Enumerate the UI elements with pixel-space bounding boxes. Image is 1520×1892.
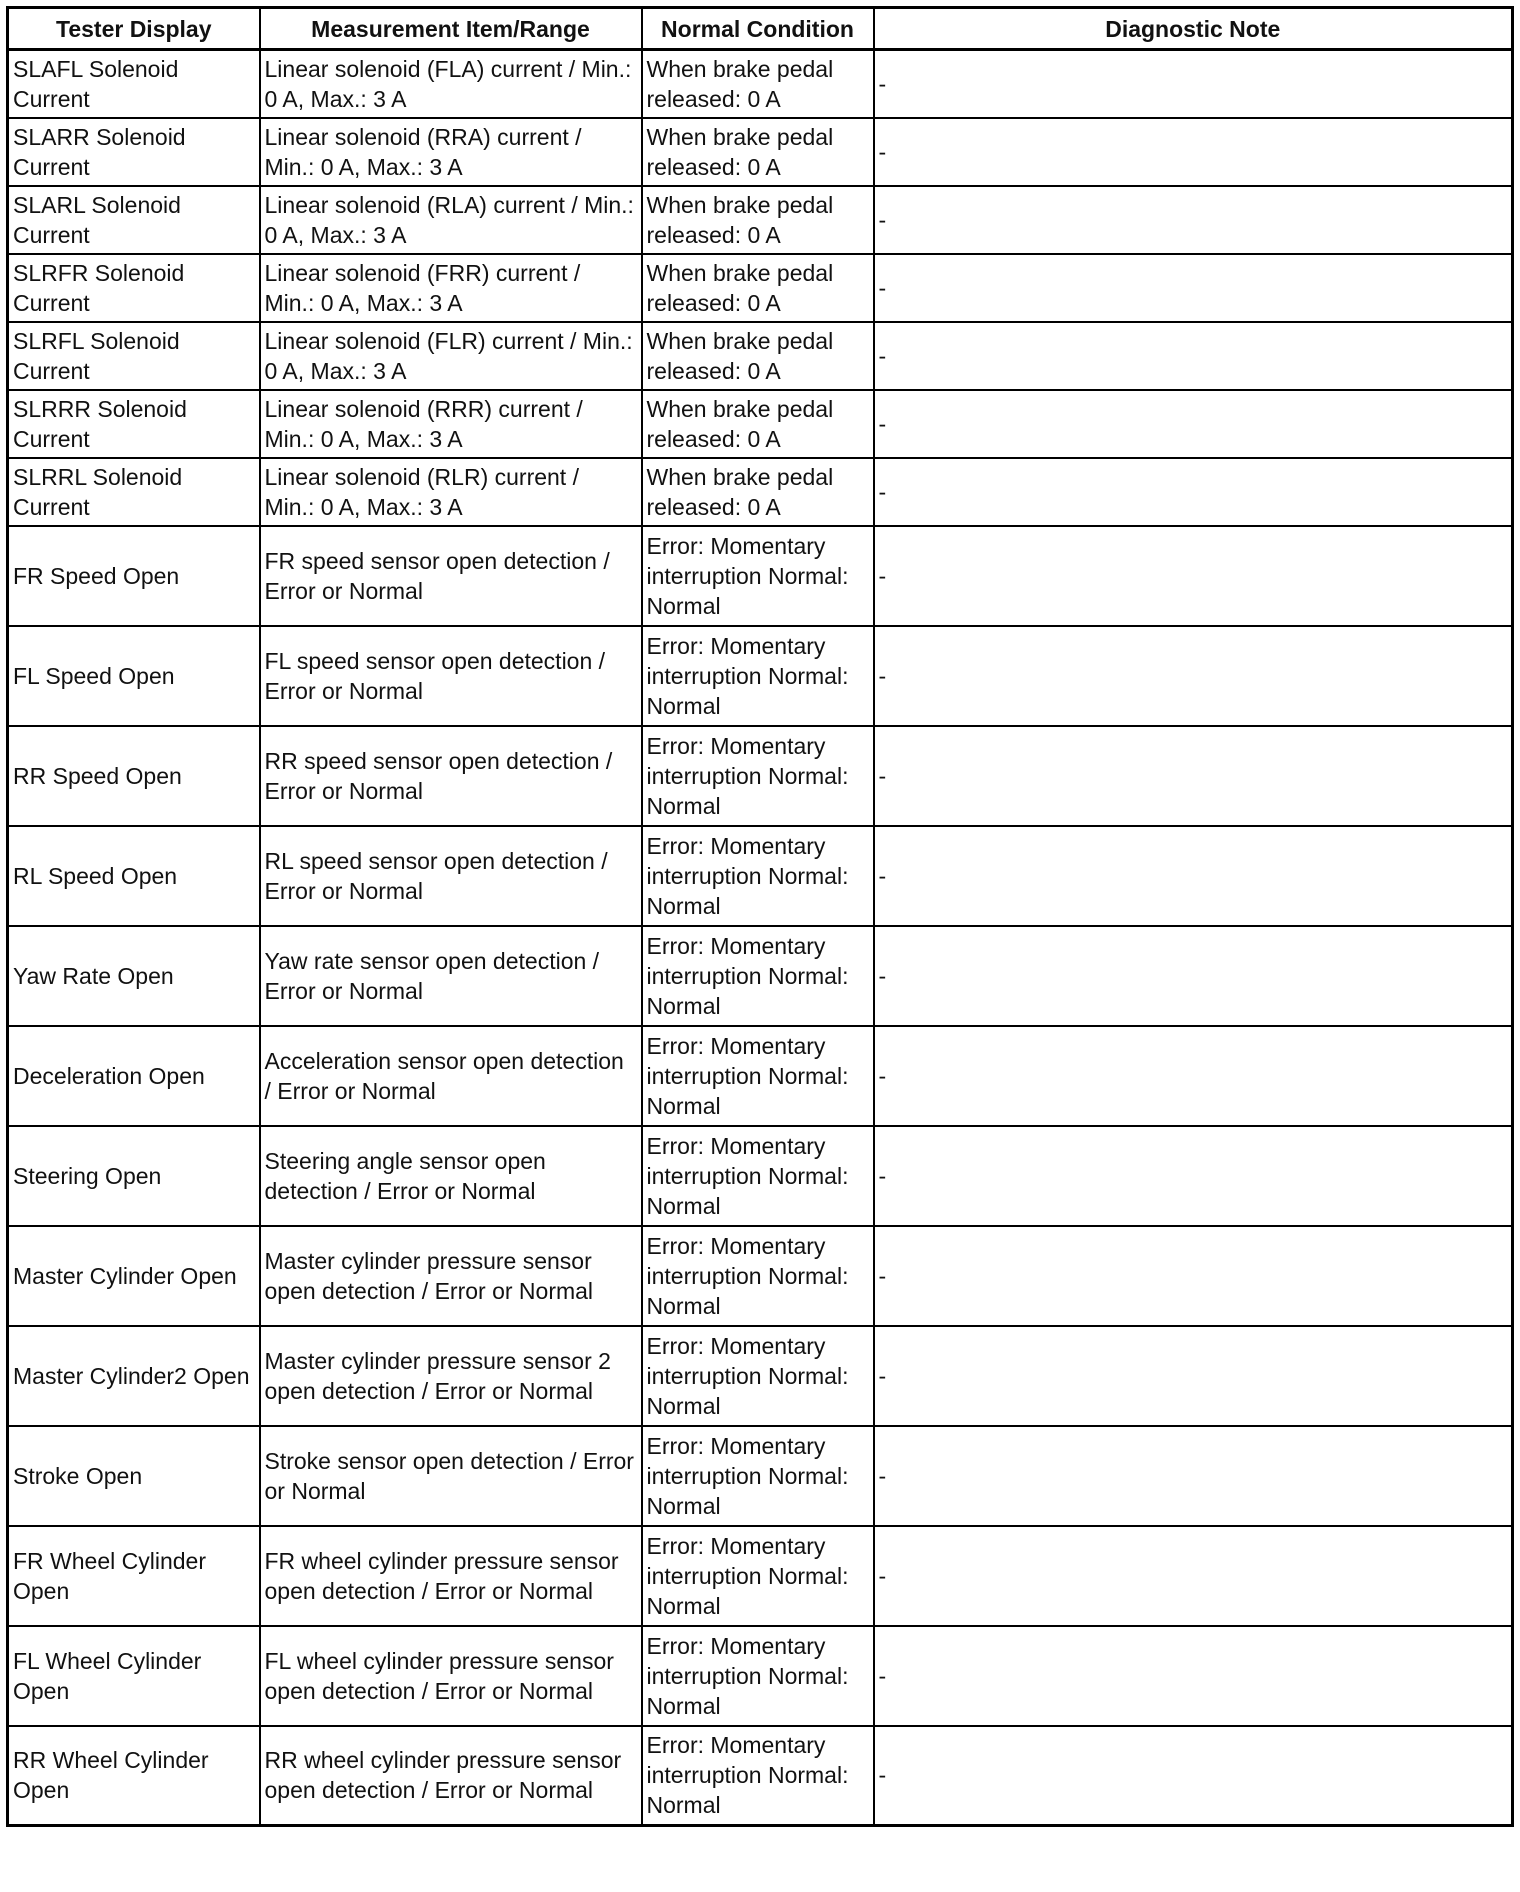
cell-measurement-item: Linear solenoid (RLA) current / Min.: 0 A, Max.: 3 A [260, 186, 642, 254]
cell-measurement-item: Acceleration sensor open detection / Error or Normal [260, 1026, 642, 1126]
cell-tester-display: SLRRL Solenoid Current [8, 458, 260, 526]
cell-measurement-item: FR wheel cylinder pressure sensor open detection / Error or Normal [260, 1526, 642, 1626]
cell-normal-condition: When brake pedal released: 0 A [642, 322, 874, 390]
cell-tester-display: Master Cylinder2 Open [8, 1326, 260, 1426]
cell-diagnostic-note: - [874, 1026, 1513, 1126]
cell-tester-display: RR Wheel Cylinder Open [8, 1726, 260, 1826]
table-row [8, 1326, 1513, 1426]
cell-tester-display: SLRFL Solenoid Current [8, 322, 260, 390]
cell-measurement-item: RR speed sensor open detection / Error or Normal [260, 726, 642, 826]
cell-normal-condition: Error: Momentary interruption Normal: Normal [642, 1426, 874, 1526]
cell-diagnostic-note: - [874, 626, 1513, 726]
cell-normal-condition: When brake pedal released: 0 A [642, 50, 874, 118]
cell-normal-condition: When brake pedal released: 0 A [642, 458, 874, 526]
table-row [8, 726, 1513, 826]
cell-tester-display: RL Speed Open [8, 826, 260, 926]
cell-measurement-item: RL speed sensor open detection / Error or Normal [260, 826, 642, 926]
cell-diagnostic-note: - [874, 826, 1513, 926]
cell-normal-condition: When brake pedal released: 0 A [642, 186, 874, 254]
cell-tester-display: Yaw Rate Open [8, 926, 260, 1026]
cell-measurement-item: Steering angle sensor open detection / Error or Normal [260, 1126, 642, 1226]
cell-measurement-item: FL speed sensor open detection / Error or Normal [260, 626, 642, 726]
header-normal-condition: Normal Condition [642, 8, 874, 50]
cell-diagnostic-note: - [874, 1726, 1513, 1826]
cell-tester-display: FR Wheel Cylinder Open [8, 1526, 260, 1626]
cell-measurement-item: FL wheel cylinder pressure sensor open detection / Error or Normal [260, 1626, 642, 1726]
cell-normal-condition: Error: Momentary interruption Normal: Normal [642, 1526, 874, 1626]
cell-diagnostic-note: - [874, 526, 1513, 626]
header-measurement-item: Measurement Item/Range [260, 8, 642, 50]
cell-tester-display: SLRFR Solenoid Current [8, 254, 260, 322]
cell-diagnostic-note: - [874, 1426, 1513, 1526]
cell-measurement-item: Linear solenoid (RRR) current / Min.: 0 A, Max.: 3 A [260, 390, 642, 458]
cell-normal-condition: Error: Momentary interruption Normal: Normal [642, 926, 874, 1026]
diagnostic-data-table [6, 6, 1514, 1827]
header-diagnostic-note: Diagnostic Note [874, 8, 1513, 50]
cell-normal-condition: When brake pedal released: 0 A [642, 390, 874, 458]
cell-diagnostic-note: - [874, 50, 1513, 118]
table-row [8, 322, 1513, 390]
table-row [8, 50, 1513, 118]
table-row [8, 626, 1513, 726]
table-row [8, 926, 1513, 1026]
cell-diagnostic-note: - [874, 390, 1513, 458]
cell-tester-display: FR Speed Open [8, 526, 260, 626]
cell-normal-condition: Error: Momentary interruption Normal: Normal [642, 1226, 874, 1326]
table-row [8, 118, 1513, 186]
table-row [8, 1226, 1513, 1326]
table-row [8, 1026, 1513, 1126]
table-header-row [8, 8, 1513, 50]
cell-measurement-item: Linear solenoid (RLR) current / Min.: 0 A, Max.: 3 A [260, 458, 642, 526]
cell-tester-display: FL Wheel Cylinder Open [8, 1626, 260, 1726]
cell-diagnostic-note: - [874, 1326, 1513, 1426]
cell-tester-display: FL Speed Open [8, 626, 260, 726]
table-row [8, 458, 1513, 526]
table-row [8, 186, 1513, 254]
cell-tester-display: Steering Open [8, 1126, 260, 1226]
cell-measurement-item: Master cylinder pressure sensor 2 open detection / Error or Normal [260, 1326, 642, 1426]
cell-diagnostic-note: - [874, 926, 1513, 1026]
cell-diagnostic-note: - [874, 1526, 1513, 1626]
cell-normal-condition: Error: Momentary interruption Normal: Normal [642, 526, 874, 626]
cell-normal-condition: Error: Momentary interruption Normal: Normal [642, 726, 874, 826]
cell-diagnostic-note: - [874, 322, 1513, 390]
cell-tester-display: SLARL Solenoid Current [8, 186, 260, 254]
cell-normal-condition: Error: Momentary interruption Normal: Normal [642, 1626, 874, 1726]
cell-measurement-item: Master cylinder pressure sensor open detection / Error or Normal [260, 1226, 642, 1326]
cell-normal-condition: Error: Momentary interruption Normal: Normal [642, 1126, 874, 1226]
cell-diagnostic-note: - [874, 186, 1513, 254]
cell-tester-display: Stroke Open [8, 1426, 260, 1526]
header-tester-display: Tester Display [8, 8, 260, 50]
cell-normal-condition: Error: Momentary interruption Normal: Normal [642, 1026, 874, 1126]
cell-measurement-item: Stroke sensor open detection / Error or Normal [260, 1426, 642, 1526]
table-row [8, 1626, 1513, 1726]
cell-diagnostic-note: - [874, 1626, 1513, 1726]
cell-measurement-item: FR speed sensor open detection / Error or Normal [260, 526, 642, 626]
cell-tester-display: SLRRR Solenoid Current [8, 390, 260, 458]
cell-tester-display: Master Cylinder Open [8, 1226, 260, 1326]
cell-diagnostic-note: - [874, 726, 1513, 826]
cell-tester-display: SLAFL Solenoid Current [8, 50, 260, 118]
cell-diagnostic-note: - [874, 458, 1513, 526]
cell-measurement-item: Linear solenoid (RRA) current / Min.: 0 A, Max.: 3 A [260, 118, 642, 186]
table-row [8, 390, 1513, 458]
cell-tester-display: Deceleration Open [8, 1026, 260, 1126]
cell-normal-condition: Error: Momentary interruption Normal: Normal [642, 626, 874, 726]
cell-tester-display: SLARR Solenoid Current [8, 118, 260, 186]
cell-measurement-item: Linear solenoid (FRR) current / Min.: 0 A, Max.: 3 A [260, 254, 642, 322]
cell-normal-condition: When brake pedal released: 0 A [642, 118, 874, 186]
table-row [8, 254, 1513, 322]
table-row [8, 1526, 1513, 1626]
cell-measurement-item: Linear solenoid (FLA) current / Min.: 0 A, Max.: 3 A [260, 50, 642, 118]
cell-measurement-item: Linear solenoid (FLR) current / Min.: 0 A, Max.: 3 A [260, 322, 642, 390]
table-row [8, 826, 1513, 926]
cell-normal-condition: Error: Momentary interruption Normal: Normal [642, 826, 874, 926]
table-row [8, 1426, 1513, 1526]
cell-normal-condition: Error: Momentary interruption Normal: Normal [642, 1326, 874, 1426]
table-row [8, 1126, 1513, 1226]
table-row [8, 526, 1513, 626]
cell-tester-display: RR Speed Open [8, 726, 260, 826]
cell-diagnostic-note: - [874, 254, 1513, 322]
table-body [8, 50, 1513, 1826]
cell-normal-condition: Error: Momentary interruption Normal: Normal [642, 1726, 874, 1826]
cell-measurement-item: Yaw rate sensor open detection / Error or Normal [260, 926, 642, 1026]
cell-diagnostic-note: - [874, 1226, 1513, 1326]
table-row [8, 1726, 1513, 1826]
cell-normal-condition: When brake pedal released: 0 A [642, 254, 874, 322]
cell-measurement-item: RR wheel cylinder pressure sensor open detection / Error or Normal [260, 1726, 642, 1826]
cell-diagnostic-note: - [874, 118, 1513, 186]
cell-diagnostic-note: - [874, 1126, 1513, 1226]
